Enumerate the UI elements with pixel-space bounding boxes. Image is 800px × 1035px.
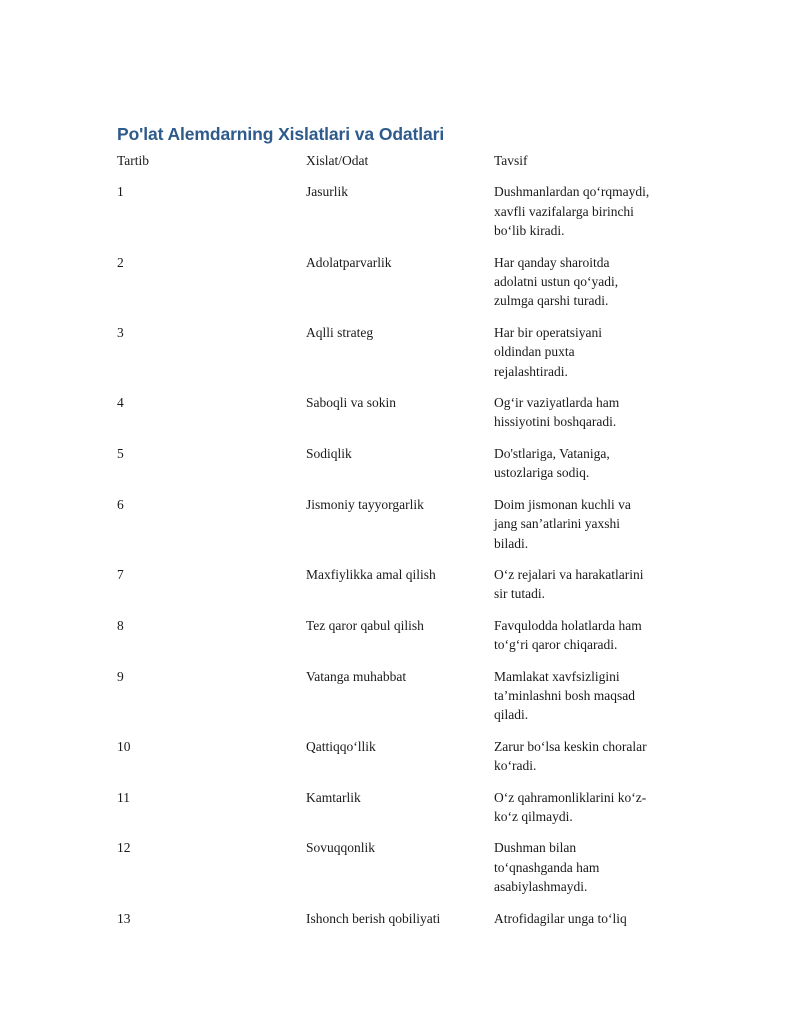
description-line: hissiyotini boshqaradi. [494,414,617,430]
table-row [117,323,697,393]
trait-name: Sovuqqonlik [306,840,376,856]
description-line: O‘z rejalari va harakatlarini [494,566,644,582]
row-number: 4 [117,395,124,411]
row-number: 5 [117,445,124,461]
description-line: Atrofidagilar unga to‘liq [494,910,627,926]
table-row [117,182,697,252]
trait-name: Maxfiylikka amal qilish [306,566,436,582]
description-line: Dushman bilan [494,840,577,856]
table-header-row [117,151,697,182]
description-line: to‘g‘ri qaror chiqaradi. [494,637,618,653]
description-line: Doim jismonan kuchli va [494,496,631,512]
table-row [117,788,697,839]
trait-name: Ishonch berish qobiliyati [306,910,441,926]
description-line: O‘z qahramonliklarini ko‘z- [494,789,647,805]
row-number: 11 [117,789,130,805]
trait-name: Jasurlik [306,184,348,200]
description-line: zulmga qarshi turadi. [494,293,609,309]
row-number: 7 [117,566,124,582]
description-line: sir tutadi. [494,586,545,602]
description-line: xavfli vazifalarga birinchi [494,203,634,219]
column-header-tartib: Tartib [117,153,150,168]
description-line: Favqulodda holatlarda ham [494,617,642,633]
table-row [117,667,697,737]
trait-name: Tez qaror qabul qilish [306,617,424,633]
table-row [117,393,697,444]
trait-description [494,788,674,827]
row-number: 13 [117,910,131,926]
table-row [117,909,697,940]
table-row [117,565,697,616]
trait-description [494,444,674,483]
trait-description [494,495,674,553]
document-title: Po'lat Alemdarning Xislatlari va Odatlari [117,124,445,144]
trait-description [494,565,674,604]
trait-name: Aqlli strateg [306,324,374,340]
description-line: Zarur bo‘lsa keskin choralar [494,738,647,754]
table-row [117,616,697,667]
description-line: ustozlariga sodiq. [494,465,590,481]
description-line: Har bir operatsiyani [494,324,602,340]
table-row [117,253,697,323]
trait-description [494,737,674,776]
trait-name: Jismoniy tayyorgarlik [306,496,424,512]
trait-description [494,393,674,432]
description-line: to‘qnashganda ham [494,859,600,875]
column-header-tavsif: Tavsif [494,153,528,168]
description-line: bo‘lib kiradi. [494,223,565,239]
trait-name: Adolatparvarlik [306,254,392,270]
description-line: Mamlakat xavfsizligini [494,668,620,684]
trait-description [494,323,674,381]
trait-description [494,253,674,311]
row-number: 8 [117,617,124,633]
table-body [117,182,697,940]
trait-description [494,616,674,655]
description-line: asabiylashmaydi. [494,879,588,895]
column-header-xislat: Xislat/Odat [306,153,369,168]
trait-name: Kamtarlik [306,789,361,805]
row-number: 12 [117,840,131,856]
description-line: jang san’atlarini yaxshi [494,516,620,532]
trait-name: Qattiqqo‘llik [306,738,376,754]
table-row [117,737,697,788]
trait-description [494,667,674,725]
description-line: ko‘z qilmaydi. [494,808,573,824]
row-number: 6 [117,496,124,512]
description-line: Og‘ir vaziyatlarda ham [494,395,620,411]
description-line: rejalashtiradi. [494,363,568,379]
description-line: adolatni ustun qo‘yadi, [494,274,619,290]
row-number: 1 [117,184,124,200]
trait-name: Sodiqlik [306,445,352,461]
description-line: oldindan puxta [494,344,575,360]
description-line: Do'stlariga, Vataniga, [494,445,610,461]
description-line: Dushmanlardan qo‘rqmaydi, [494,184,650,200]
row-number: 10 [117,738,131,754]
description-line: qiladi. [494,707,529,723]
row-number: 9 [117,668,124,684]
trait-name: Vatanga muhabbat [306,668,407,684]
description-line: biladi. [494,535,529,551]
description-line: Har qanday sharoitda [494,254,610,270]
table-row [117,444,697,495]
row-number: 3 [117,324,124,340]
trait-description [494,909,674,928]
table-row [117,838,697,908]
description-line: ta’minlashni bosh maqsad [494,687,635,703]
table-row [117,495,697,565]
trait-description [494,838,674,896]
description-line: ko‘radi. [494,758,537,774]
row-number: 2 [117,254,124,270]
traits-table [117,151,697,940]
trait-name: Saboqli va sokin [306,395,396,411]
trait-description [494,182,674,240]
